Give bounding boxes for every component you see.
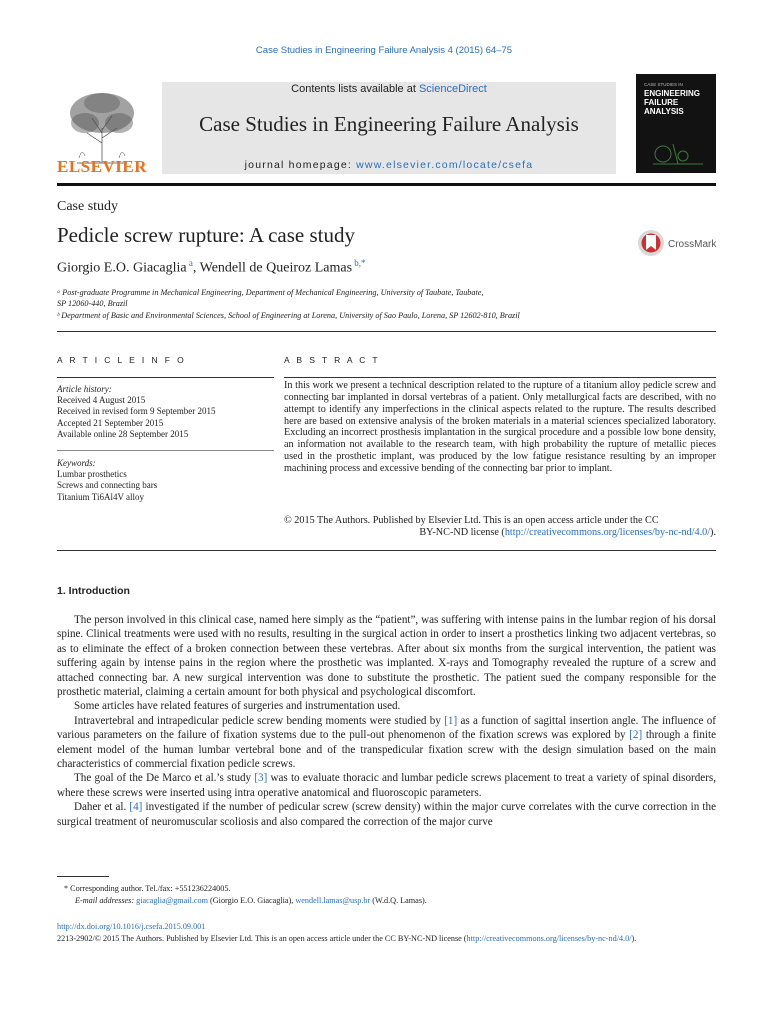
cover-small-text: CASE STUDIES IN [644, 82, 683, 87]
cover-title-line: ANALYSIS [644, 107, 684, 116]
keyword: Titanium Ti6Al4V alloy [57, 491, 145, 502]
corresponding-author-note: * Corresponding author. Tel./fax: +551236224005. [64, 884, 231, 893]
contents-prefix: Contents lists available at [291, 83, 419, 95]
contents-line [162, 82, 616, 95]
author-line [57, 258, 366, 277]
cover-title-line: ENGINEERING [644, 89, 701, 98]
text-run: The goal of the De Marco et al.’s study [74, 772, 255, 785]
issn-license-link[interactable]: http://creativecommons.org/licenses/by-nc-nd/4.0/ [466, 934, 632, 943]
keyword: Lumbar prosthetics [57, 469, 127, 480]
journal-citation[interactable]: Case Studies in Engineering Failure Analysis 4 (2015) 64–75 [255, 45, 513, 56]
journal-banner [162, 82, 616, 174]
email-note [75, 895, 427, 906]
introduction-body [57, 613, 716, 829]
citation-ref-3[interactable]: [3] [254, 772, 268, 785]
history-item: Received 4 August 2015 [57, 395, 146, 406]
author-affiliation-marker[interactable]: a [188, 258, 193, 268]
journal-homepage [162, 159, 616, 171]
issn-text: 2213-2902/© 2015 The Authors. Published by Elsevier Ltd. This is an open access article under the CC BY-NC-ND license ( [57, 934, 467, 943]
journal-title: Case Studies in Engineering Failure Analysis [199, 112, 579, 136]
keyword: Screws and connecting bars [57, 480, 158, 491]
text-run: through a finite element model of the human lumbar vertebral bone and of the transpedicular fixation screw with the design simulation based on the main characteristics of commercial fixation pedicle screws. [57, 729, 716, 771]
email-link-2[interactable]: wendell.lamas@usp.br [295, 896, 371, 905]
license-suffix: ). [710, 526, 716, 538]
issn-suffix: ). [631, 934, 637, 943]
cover-title-line: FAILURE [644, 98, 679, 107]
abstract-copyright [284, 515, 716, 539]
email-owner: (W.d.Q. Lamas). [370, 896, 427, 905]
article-info-rule [57, 377, 274, 378]
section-heading-introduction: 1. Introduction [57, 585, 130, 597]
text-run: as a function of sagittal insertion angle. The influence of various parameters on the failure of fixation systems due to the pull-out phenomenon of the fixation screws was explored by [57, 714, 716, 742]
crossmark-label: CrossMark [668, 239, 717, 250]
cover-graphic [648, 134, 708, 169]
abstract-end-rule [57, 550, 716, 551]
keywords-label: Keywords: [57, 458, 96, 468]
citation-ref-2[interactable]: [2] [629, 729, 643, 742]
crossmark-logo[interactable] [637, 229, 727, 257]
email-owner: (Giorgio E.O. Giacaglia), [208, 896, 296, 905]
copyright-line2 [284, 527, 716, 539]
cover-title [644, 89, 712, 116]
history-item: Received in revised form 9 September 2015 [57, 406, 216, 417]
license-prefix: BY-NC-ND license ( [419, 526, 505, 538]
article-type: Case study [57, 199, 119, 214]
homepage-link[interactable]: www.elsevier.com/locate/csefa [356, 159, 534, 171]
abstract-heading: A B S T R A C T [284, 355, 381, 365]
citation-ref-1[interactable]: [1] [444, 714, 458, 727]
history-item: Available online 28 September 2015 [57, 428, 189, 439]
history-item: Accepted 21 September 2015 [57, 417, 164, 428]
affiliation-b: ᵇ Department of Basic and Environmental Sciences, School of Engineering at Lorena, University of Sao Paulo, Lorena, SP 12602-810, Brazil [57, 311, 520, 320]
homepage-prefix: journal homepage: [244, 159, 357, 171]
text-run: Daher et al. [74, 801, 130, 814]
issn-license [57, 933, 716, 944]
history-label: Article history: [57, 384, 112, 394]
paragraph [57, 800, 716, 829]
affiliation-a: ᵃ Post-graduate Programme in Mechanical Engineering, Department of Mechanical Engineering, University of Taubate, Taubate, [57, 288, 484, 297]
affiliation-a-cont: SP 12060-440, Brazil [57, 299, 128, 308]
author-separator: , [192, 260, 200, 276]
email-label: E-mail addresses: [75, 896, 137, 905]
copyright-line1: © 2015 The Authors. Published by Elsevier Ltd. This is an open access article under the CC [284, 515, 659, 526]
sciencedirect-link[interactable]: ScienceDirect [418, 83, 487, 95]
email-link-1[interactable]: giacaglia@gmail.com [136, 896, 208, 905]
doi-line [57, 921, 716, 932]
text-run: investigated if the number of pedicular screw (screw density) within the major curve correlates with the curve correction in the surgical treatment of neuromuscular scoliosis and also compared the correction of the major curve [57, 801, 716, 828]
footnote-rule [57, 876, 109, 877]
journal-cover[interactable] [636, 74, 716, 173]
text-run: was to evaluate thoracic and lumbar pedicle screws placement to treat a variety of spinal disorders, where these screws were inserted using intra operative anatomical and fluoroscopic parameters. [57, 772, 716, 799]
text-run: Intravertebral and intrapedicular pedicle screw bending moments were studied by [74, 714, 445, 727]
author-name: Wendell de Queiroz Lamas [199, 260, 353, 276]
elsevier-wordmark: ELSEVIER [57, 157, 147, 176]
article-title: Pedicle screw rupture: A case study [57, 223, 355, 247]
article-history [57, 384, 215, 440]
paragraph: The person involved in this clinical case, named here simply as the “patient”, was suffering with intense pains in the lumbar region of his dorsal spine. Clinical treatments were used with no results, resulting in the surgical action in order to insert a prosthetics linking two adjacent vertebras, so as to eliminate the effect of a broken connection between these vertebras. After about six months from the surgical intervention, the patient was suffering again by intense pains in the region where the prosthetic was implanted. X-rays and Tomography revealed the rupture of a screw and attached connecting bar. A new surgical intervention was done to substitute the prosthetic. The patient sued the company responsible for the prosthetic material, claiming a certain amount for both physical and psychological discomfort. [57, 614, 716, 699]
keywords-rule [57, 450, 274, 451]
citation-ref-4[interactable]: [4] [129, 801, 143, 814]
author-name: Giorgio E.O. Giacaglia [57, 260, 187, 276]
doi-link[interactable]: http://dx.doi.org/10.1016/j.csefa.2015.09.001 [57, 922, 206, 931]
paragraph [57, 771, 716, 800]
paragraph [57, 714, 716, 772]
paragraph: Some articles have related features of surgeries and instrumentation used. [74, 700, 401, 713]
article-info-heading: A R T I C L E I N F O [57, 355, 187, 365]
license-link[interactable]: http://creativecommons.org/licenses/by-nc-nd/4.0/ [504, 526, 711, 538]
keywords [57, 458, 157, 503]
header-rule [57, 183, 716, 186]
abstract-rule [284, 377, 716, 378]
author-affiliation-marker[interactable]: b,* [354, 258, 366, 268]
abstract-text: In this work we present a technical description related to the rupture of a titanium alloy pedicle screw and connecting bar implanted in dorsal vertebras of a patient. Only metallurgical facts are described, with no attempt to identify any imperfections in the clinical aspects related to the rupture. The results described here are based on extensive analysis of the broken materials in a material sciences specialized laboratory. Excluding an incorrect prosthesis implantation in the surgical procedure and a possible low bone density, an information not available to the research team, with high probability the rupture of metallic pieces used in the prosthetic implant, was produced by the low fatigue resistance resulting by an improper machining process and excessive bending of the connecting bar prior to implant. [284, 380, 716, 474]
affiliation-rule [57, 331, 716, 332]
